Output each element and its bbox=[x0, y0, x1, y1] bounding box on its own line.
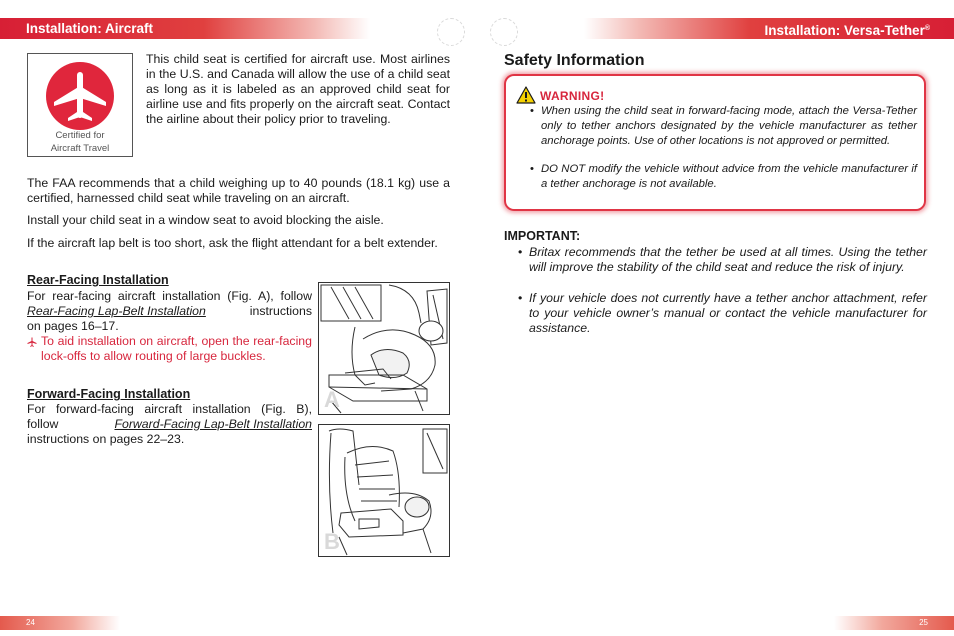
warning-bullet-2: DO NOT modify the vehicle without advice from the vehicle manufacturer if a tether anchorage is not available. bbox=[541, 163, 917, 190]
forward-facing-text-line1: For forward-facing aircraft installation (Fig. B), bbox=[27, 402, 312, 416]
cert-label-line1: Certified for bbox=[55, 130, 105, 141]
airplane-bullet-icon bbox=[27, 337, 37, 347]
rear-facing-tip: To aid installation on aircraft, open the rear-facing lock-offs to allow routing of large buckles. bbox=[41, 334, 312, 363]
lap-belt-paragraph: If the aircraft lap belt is too short, ask the flight attendant for a belt extender. bbox=[27, 236, 438, 250]
figure-a-rear-facing bbox=[318, 282, 450, 415]
forward-facing-pages: instructions on pages 22–23. bbox=[27, 432, 185, 446]
left-page-header bbox=[0, 18, 370, 39]
left-page-number: 24 bbox=[0, 616, 120, 630]
right-page-header bbox=[584, 18, 954, 39]
forward-facing-lap-belt-link[interactable]: Forward-Facing Lap-Belt Installation bbox=[114, 417, 312, 431]
aircraft-intro-paragraph: This child seat is certified for aircraft use. Most airlines in the U.S. and Canada will allow the use of a child seat as long as it is labeled as an approved child seat for airline use and fits properly on the aircraft seat. Contact the airline about their policy prior to traveling. bbox=[146, 52, 450, 126]
registered-mark: ® bbox=[924, 25, 930, 32]
window-seat-paragraph: Install your child seat in a window seat to avoid blocking the aisle. bbox=[27, 213, 384, 227]
decorative-circle bbox=[490, 18, 518, 46]
decorative-circle bbox=[437, 18, 465, 46]
airplane-icon bbox=[44, 60, 116, 132]
warning-triangle-icon bbox=[516, 86, 536, 104]
rear-facing-instructions-word: instructions bbox=[249, 304, 312, 318]
cert-label-line2: Aircraft Travel bbox=[50, 143, 110, 154]
important-bullet-dot: • bbox=[518, 291, 523, 305]
rear-facing-text-line2 bbox=[27, 304, 312, 319]
important-bullet-dot: • bbox=[518, 245, 523, 259]
rear-facing-text-line1: For rear-facing aircraft installation (Fig. A), follow bbox=[27, 289, 312, 303]
warning-bullet-1: When using the child seat in forward-facing mode, attach the Versa-Tether only to tether anchors designated by the vehicle manufacturer as tether anchorage points. Use of other locations is not approved or permitted. bbox=[541, 105, 917, 147]
faa-paragraph: The FAA recommends that a child weighing up to 40 pounds (18.1 kg) use a certified, harnessed child seat while traveling on an aircraft. bbox=[27, 176, 450, 205]
right-header-title: Installation: Versa-Tether bbox=[764, 23, 925, 38]
warning-heading: WARNING! bbox=[540, 89, 605, 103]
rear-facing-lap-belt-link[interactable]: Rear-Facing Lap-Belt Installation bbox=[27, 304, 206, 318]
forward-facing-text-line2 bbox=[27, 417, 312, 432]
figure-b-label: B bbox=[324, 529, 340, 554]
warning-bullet-dot: • bbox=[530, 163, 534, 175]
rear-facing-heading: Rear-Facing Installation bbox=[27, 273, 169, 287]
left-header-title: Installation: Aircraft bbox=[26, 21, 154, 36]
warning-bullet-dot: • bbox=[530, 105, 534, 117]
rear-facing-pages: on pages 16–17. bbox=[27, 319, 119, 333]
safety-information-title: Safety Information bbox=[504, 52, 645, 69]
important-bullet-1: Britax recommends that the tether be used at all times. Using the tether will improve the stability of the child seat and reduce the risk of injury. bbox=[529, 245, 927, 274]
forward-facing-follow-word: follow bbox=[27, 417, 59, 431]
figure-a-label: A bbox=[324, 387, 340, 412]
right-page-number: 25 bbox=[834, 616, 954, 630]
aircraft-certification-badge bbox=[27, 53, 133, 157]
forward-facing-heading: Forward-Facing Installation bbox=[27, 387, 191, 401]
figure-b-forward-facing bbox=[318, 424, 450, 557]
important-bullet-2: If your vehicle does not currently have a tether anchor attachment, refer to your vehicle owner’s manual or contact the vehicle manufacturer for assistance. bbox=[529, 291, 927, 335]
important-heading: IMPORTANT: bbox=[504, 229, 581, 243]
